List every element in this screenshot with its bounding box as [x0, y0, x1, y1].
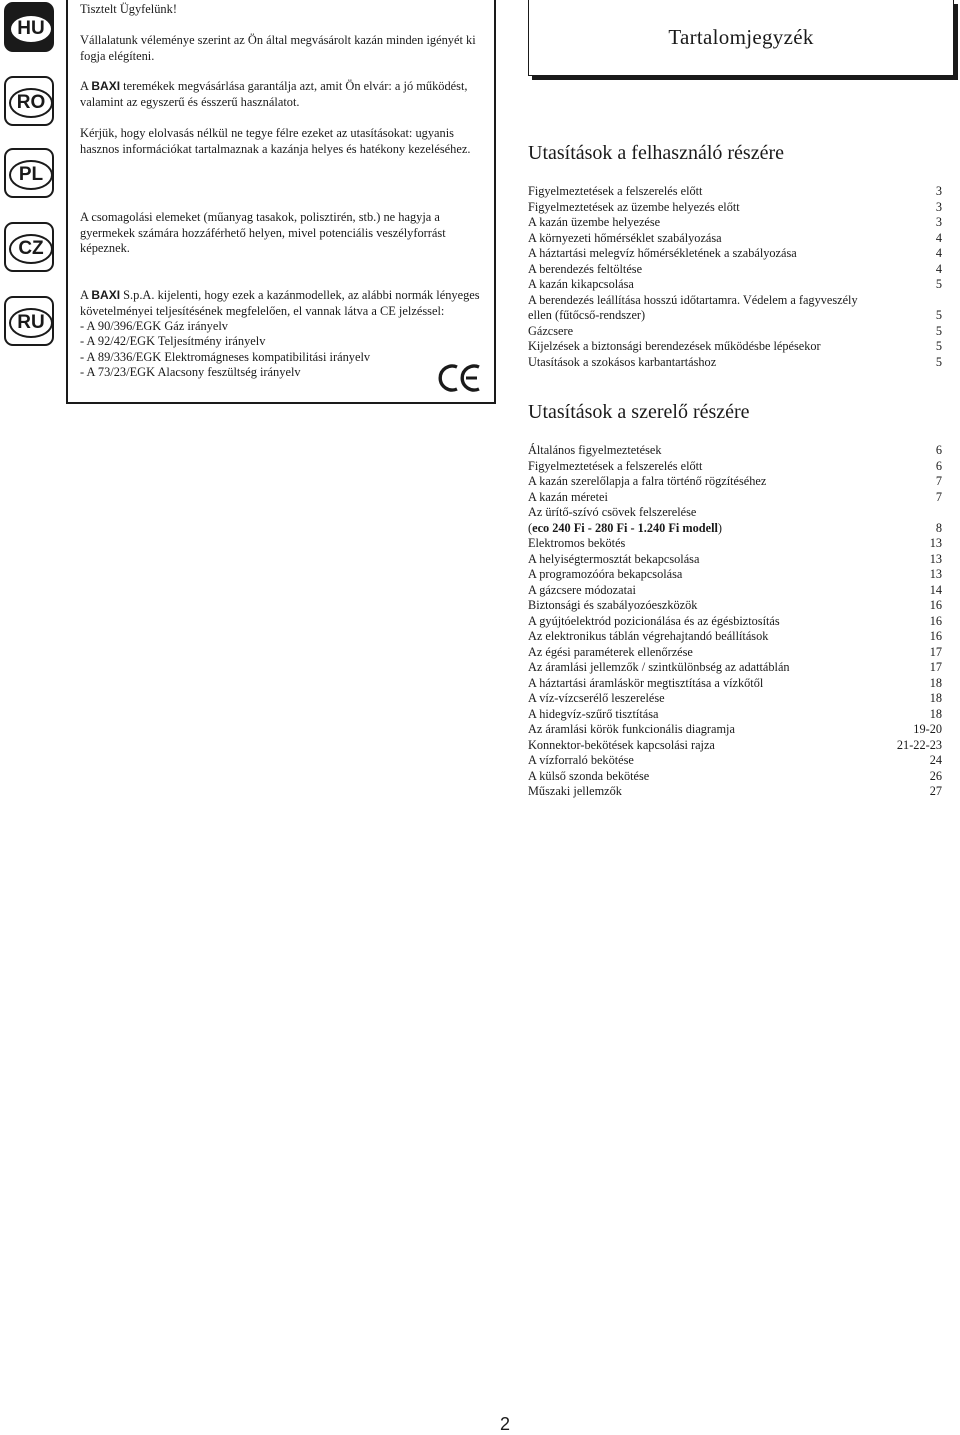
toc-item-label: Figyelmeztetések az üzembe helyezés előtt	[528, 199, 740, 214]
greeting: Tisztelt Ügyfelünk!	[80, 2, 177, 16]
toc-item-page: 13	[929, 536, 942, 550]
toc-item-page: 18	[929, 706, 942, 721]
toc-item-label: Gázcsere	[528, 323, 574, 338]
toc-item-page: 5	[935, 339, 942, 353]
toc-item[interactable]	[528, 246, 942, 262]
toc-item-model[interactable]	[528, 521, 942, 537]
company-suffix: S.p.A.	[120, 288, 155, 302]
toc-item-label: A külső szonda bekötése	[528, 768, 650, 783]
toc-item-page: 26	[929, 768, 942, 783]
toc-item-label: A hidegvíz-szűrő tisztítása	[528, 706, 659, 721]
toc-item-label	[528, 521, 722, 537]
toc-item-page: 4	[935, 246, 942, 260]
toc-item-label: A kazán méretei	[528, 489, 608, 504]
toc-item-label: Az elektronikus táblán végrehajtandó beállítások	[528, 629, 769, 643]
toc-item-label: Műszaki jellemzők	[528, 784, 622, 798]
toc-item-page: 3	[935, 199, 942, 214]
text: A	[80, 79, 92, 93]
directive-4: - A 73/23/EGK Alacsony feszültség irányelv	[80, 365, 301, 379]
toc-item-label: A kazán kikapcsolása	[528, 277, 634, 291]
toc-item[interactable]	[528, 676, 942, 692]
toc-item[interactable]	[528, 645, 942, 661]
language-badge-ro	[4, 76, 54, 126]
toc-item-page: 13	[929, 551, 942, 566]
toc-item[interactable]	[528, 490, 942, 506]
toc-item-page: 7	[935, 474, 942, 488]
toc-item-page: 5	[935, 323, 942, 338]
brand-name: BAXI	[91, 288, 121, 302]
intro-paragraph-2	[80, 79, 488, 110]
toc-item-label: A háztartási melegvíz hőmérsékletének a szabályozása	[528, 246, 797, 260]
language-code: HU	[9, 14, 53, 44]
language-code: CZ	[9, 234, 53, 264]
toc-item-page: 27	[929, 784, 942, 798]
toc-item-page: 19-20	[913, 722, 942, 736]
toc-item-page: 17	[929, 660, 942, 674]
directive-1: - A 90/396/EGK Gáz irányelv	[80, 319, 228, 333]
toc-item[interactable]	[528, 262, 942, 278]
toc-item[interactable]	[528, 215, 942, 231]
toc-item[interactable]	[528, 769, 942, 785]
user-section-heading: Utasítások a felhasználó részére	[528, 142, 784, 164]
toc-item[interactable]	[528, 184, 942, 200]
toc-item-page: 8	[935, 520, 942, 535]
text: )	[717, 520, 723, 535]
declaration	[80, 288, 488, 319]
toc-item-page: 16	[929, 613, 942, 628]
toc-item-page: 3	[935, 215, 942, 229]
toc-item[interactable]	[528, 459, 942, 475]
intro-paragraph-4: A csomagolási elemeket (műanyag tasakok, polisztirén, stb.) ne hagyja a gyermekek számára hozzáférhető helyen, mivel potenciális veszélyforrást képeznek.	[80, 210, 446, 256]
toc-item-page: 5	[935, 308, 942, 322]
language-code: RU	[9, 308, 53, 338]
toc-item-label: Figyelmeztetések a felszerelés előtt	[528, 458, 703, 473]
toc-item-label: Elektromos bekötés	[528, 536, 626, 550]
toc-title: Tartalomjegyzék	[668, 25, 814, 49]
toc-item[interactable]	[528, 738, 942, 754]
installer-toc-list	[528, 443, 942, 800]
intro-paragraph-1: Vállalatunk véleménye szerint az Ön által megvásárolt kazán minden igényét ki fogja elégíteni.	[80, 33, 476, 63]
toc-item-label: Biztonsági és szabályozóeszközök	[528, 598, 698, 612]
toc-item-page: 18	[929, 691, 942, 705]
toc-item-page: 21-22-23	[896, 737, 942, 752]
toc-item-label: ellen (fűtőcső-rendszer)	[528, 308, 646, 322]
language-code: RO	[9, 88, 53, 118]
toc-item-label: A vízforraló bekötése	[528, 753, 634, 767]
toc-item-label: Kijelzések a biztonsági berendezések működésbe lépésekor	[528, 339, 821, 353]
user-toc-list	[528, 184, 942, 370]
toc-item[interactable]	[528, 583, 942, 599]
toc-item-label: A kazán üzembe helyezése	[528, 215, 661, 229]
toc-item-label: A háztartási áramláskör megtisztítása a vízkőtől	[528, 675, 764, 690]
toc-item-page: 5	[935, 277, 942, 291]
intro-paragraph-3: Kérjük, hogy elolvasás nélkül ne tegye félre ezeket az utasításokat: ugyanis hasznos információkat tartalmaznak a kazánja helyes és hatékony kezeléséhez.	[80, 126, 471, 156]
toc-item[interactable]	[528, 474, 942, 490]
toc-item[interactable]	[528, 629, 942, 645]
language-code: PL	[9, 160, 53, 190]
toc-item-page: 6	[935, 443, 942, 457]
toc-item[interactable]	[528, 200, 942, 216]
toc-item[interactable]	[528, 536, 942, 552]
toc-item-label: Az ürítő-szívó csövek felszerelése	[528, 505, 697, 519]
toc-item-page: 14	[929, 582, 942, 597]
toc-item-page: 4	[935, 261, 942, 276]
toc-item-label: Az égési paraméterek ellenőrzése	[528, 644, 693, 659]
toc-item[interactable]	[528, 443, 942, 459]
directive-2: - A 92/42/EGK Teljesítmény irányelv	[80, 334, 266, 348]
toc-item-label: A gyújtóelektród pozicionálása és az égésbiztosítás	[528, 613, 780, 628]
toc-item-label: A helyiségtermosztát bekapcsolása	[528, 551, 700, 566]
language-badge-ru	[4, 296, 54, 346]
toc-item-label: Az áramlási körök funkcionális diagramja	[528, 722, 735, 736]
text: (	[528, 520, 533, 535]
toc-item[interactable]	[528, 691, 942, 707]
toc-item-label: Utasítások a szokásos karbantartáshoz	[528, 354, 717, 369]
toc-item-label: Figyelmeztetések a felszerelés előtt	[528, 184, 703, 198]
toc-item[interactable]	[528, 598, 942, 614]
brand-name: BAXI	[91, 79, 121, 93]
toc-item[interactable]	[528, 324, 942, 340]
toc-item[interactable]	[528, 707, 942, 723]
toc-item[interactable]	[528, 308, 942, 324]
page-number: 2	[500, 1414, 511, 1434]
toc-item-label: A berendezés feltöltése	[528, 261, 643, 276]
installer-section-heading: Utasítások a szerelő részére	[528, 401, 750, 423]
toc-item-page: 13	[929, 567, 942, 581]
toc-item[interactable]	[528, 753, 942, 769]
language-badge-pl	[4, 148, 54, 198]
ce-mark-icon	[438, 362, 482, 394]
toc-title-box	[528, 0, 954, 76]
toc-item-page: 4	[935, 230, 942, 245]
toc-item-page: 3	[935, 184, 942, 198]
toc-item-label: A programozóóra bekapcsolása	[528, 567, 683, 581]
toc-item-page: 17	[929, 644, 942, 659]
directive-3: - A 89/336/EGK Elektromágneses kompatibilitási irányelv	[80, 350, 371, 364]
toc-item[interactable]	[528, 231, 942, 247]
toc-item-label: A berendezés leállítása hosszú időtartamra. Védelem a fagyveszély	[528, 292, 858, 307]
toc-item-page: 7	[935, 489, 942, 504]
toc-item-page: 24	[929, 753, 942, 767]
toc-item-label: Általános figyelmeztetések	[528, 443, 662, 457]
toc-item[interactable]	[528, 293, 942, 309]
toc-item-label: A környezeti hőmérséklet szabályozása	[528, 230, 722, 245]
toc-item-label: A kazán szerelőlapja a falra történő rögzítéséhez	[528, 474, 767, 488]
toc-item-label: A víz-vízcserélő leszerelése	[528, 691, 665, 705]
text: teremékek megvásárlása garantálja azt, amit Ön elvár: a jó működést, valamint az egyszerű és ésszerű használatot.	[80, 79, 468, 109]
toc-item-label: A gázcsere módozatai	[528, 582, 636, 597]
toc-item[interactable]	[528, 277, 942, 293]
toc-item[interactable]	[528, 722, 942, 738]
model-name: eco 240 Fi - 280 Fi - 1.240 Fi modell	[532, 520, 718, 535]
text: kijelenti, hogy ezek a kazánmodellek, az alábbi normák lényeges követelményei teljesítésének megfelelően, el vannak látva a CE jelzéssel:	[80, 288, 480, 318]
toc-item[interactable]	[528, 784, 942, 800]
toc-item[interactable]	[528, 552, 942, 568]
intro-box	[66, 0, 496, 404]
toc-item[interactable]	[528, 614, 942, 630]
toc-item-page: 16	[929, 629, 942, 643]
toc-item-page: 18	[929, 675, 942, 690]
toc-item[interactable]	[528, 567, 942, 583]
toc-item[interactable]	[528, 339, 942, 355]
toc-item-page: 6	[935, 458, 942, 473]
language-badge-hu	[4, 2, 54, 52]
toc-item-label: Az áramlási jellemzők / szintkülönbség az adattáblán	[528, 660, 790, 674]
text: A	[80, 288, 92, 302]
toc-item-page: 16	[929, 598, 942, 612]
toc-item[interactable]	[528, 355, 942, 371]
toc-item-page: 5	[935, 354, 942, 369]
toc-item[interactable]	[528, 505, 942, 521]
language-badge-cz	[4, 222, 54, 272]
toc-item[interactable]	[528, 660, 942, 676]
toc-item-label: Konnektor-bekötések kapcsolási rajza	[528, 737, 715, 752]
